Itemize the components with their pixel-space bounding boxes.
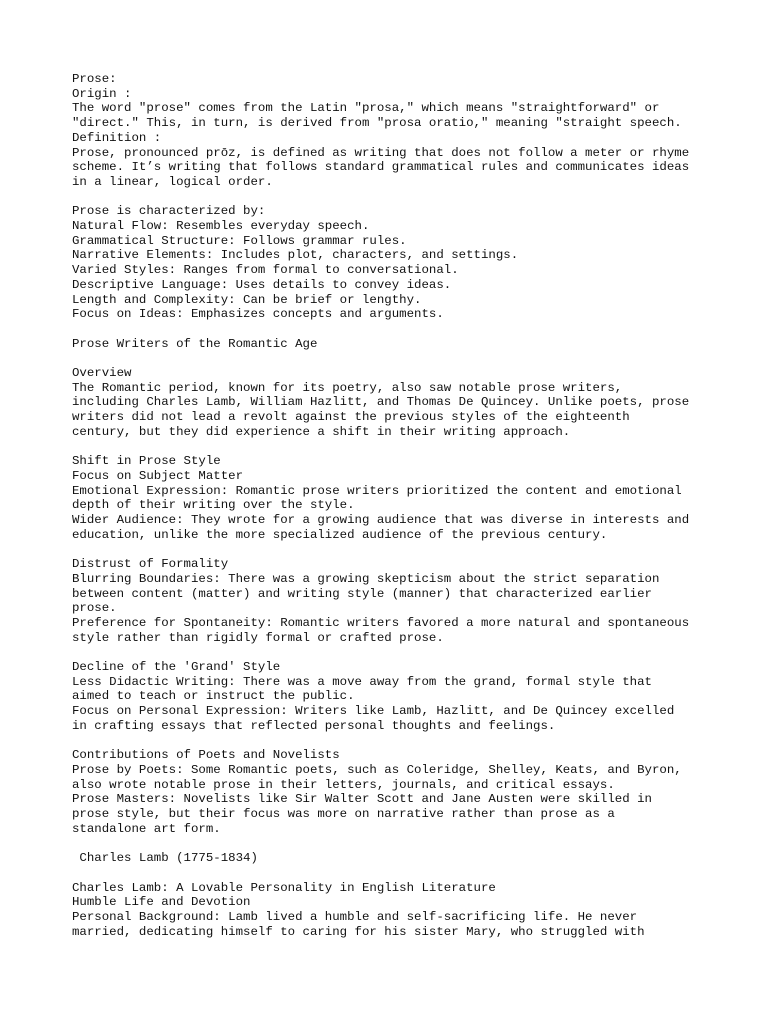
text-line: Charles Lamb: A Lovable Personality in English Literature xyxy=(72,880,496,895)
text-line: Prose Masters: Novelists like Sir Walter Scott and Jane Austen were skilled in xyxy=(72,792,652,807)
text-line xyxy=(72,645,712,660)
text-line: Focus on Personal Expression: Writers like Lamb, Hazlitt, and De Quincey excelled xyxy=(72,704,675,719)
text-line: including Charles Lamb, William Hazlitt, and Thomas De Quincey. Unlike poets, prose xyxy=(72,395,690,410)
text-line: Less Didactic Writing: There was a move away from the grand, formal style that xyxy=(72,674,652,689)
text-line: married, dedicating himself to caring for his sister Mary, who struggled with xyxy=(72,924,645,939)
text-line: Preference for Spontaneity: Romantic writers favored a more natural and spontaneous xyxy=(72,615,690,630)
document-page xyxy=(72,72,712,939)
text-line: Prose is characterized by: xyxy=(72,204,266,219)
text-line xyxy=(72,836,712,851)
text-line: Prose: xyxy=(72,72,117,86)
text-line: Focus on Subject Matter xyxy=(72,468,244,483)
text-line xyxy=(72,734,712,749)
text-line xyxy=(72,542,712,557)
text-line: prose style, but their focus was more on narrative rather than prose as a xyxy=(72,807,615,822)
text-line xyxy=(72,322,712,337)
text-line: standalone art form. xyxy=(72,821,221,836)
text-line: style rather than rigidly formal or crafted prose. xyxy=(72,630,444,645)
text-line: scheme. It’s writing that follows standard grammatical rules and communicates ideas xyxy=(72,160,690,175)
text-line: "direct." This, in turn, is derived from "prosa oratio," meaning "straight speech. xyxy=(72,116,682,131)
text-line: aimed to teach or instruct the public. xyxy=(72,689,355,704)
text-line: Wider Audience: They wrote for a growing audience that was diverse in interests and xyxy=(72,513,690,528)
text-line xyxy=(72,440,712,455)
text-line: Varied Styles: Ranges from formal to conversational. xyxy=(72,263,459,278)
text-line: Humble Life and Devotion xyxy=(72,895,251,910)
text-line: Overview xyxy=(72,366,132,381)
text-line: in a linear, logical order. xyxy=(72,174,273,189)
text-line: writers did not lead a revolt against the previous styles of the eighteenth xyxy=(72,410,630,425)
text-line: Definition : xyxy=(72,130,162,145)
text-line: Prose Writers of the Romantic Age xyxy=(72,336,318,351)
text-line xyxy=(72,866,712,881)
text-line: Descriptive Language: Uses details to convey ideas. xyxy=(72,277,452,292)
text-line: Emotional Expression: Romantic prose writers prioritized the content and emotional xyxy=(72,483,682,498)
text-line: Prose, pronounced prōz, is defined as writing that does not follow a meter or rhyme xyxy=(72,145,690,160)
text-line: Blurring Boundaries: There was a growing skepticism about the strict separation xyxy=(72,571,660,586)
text-line: Prose by Poets: Some Romantic poets, such as Coleridge, Shelley, Keats, and Byron, xyxy=(72,762,682,777)
text-line: also wrote notable prose in their letters, journals, and critical essays. xyxy=(72,777,615,792)
text-line: Distrust of Formality xyxy=(72,557,229,572)
text-line xyxy=(72,351,712,366)
text-line: education, unlike the more specialized audience of the previous century. xyxy=(72,527,608,542)
text-line: Contributions of Poets and Novelists xyxy=(72,748,340,763)
text-line: Narrative Elements: Includes plot, characters, and settings. xyxy=(72,248,519,263)
text-line: century, but they did experience a shift in their writing approach. xyxy=(72,424,571,439)
text-line: prose. xyxy=(72,601,117,616)
text-line: depth of their writing over the style. xyxy=(72,498,355,513)
text-line: Origin : xyxy=(72,86,132,101)
text-line: Natural Flow: Resembles everyday speech. xyxy=(72,219,370,234)
text-line: in crafting essays that reflected personal thoughts and feelings. xyxy=(72,718,556,733)
text-line: The Romantic period, known for its poetry, also saw notable prose writers, xyxy=(72,380,623,395)
text-line: Decline of the 'Grand' Style xyxy=(72,660,281,675)
text-line: Grammatical Structure: Follows grammar rules. xyxy=(72,233,407,248)
text-line: between content (matter) and writing style (manner) that characterized earlier xyxy=(72,586,652,601)
text-line: Focus on Ideas: Emphasizes concepts and arguments. xyxy=(72,307,444,322)
text-line: Personal Background: Lamb lived a humble and self-sacrificing life. He never xyxy=(72,909,638,924)
text-line: Charles Lamb (1775-1834) xyxy=(72,851,258,866)
text-line xyxy=(72,190,712,205)
text-line: Length and Complexity: Can be brief or lengthy. xyxy=(72,292,422,307)
text-line: The word "prose" comes from the Latin "prosa," which means "straightforward" or xyxy=(72,101,660,116)
text-line: Shift in Prose Style xyxy=(72,454,221,469)
